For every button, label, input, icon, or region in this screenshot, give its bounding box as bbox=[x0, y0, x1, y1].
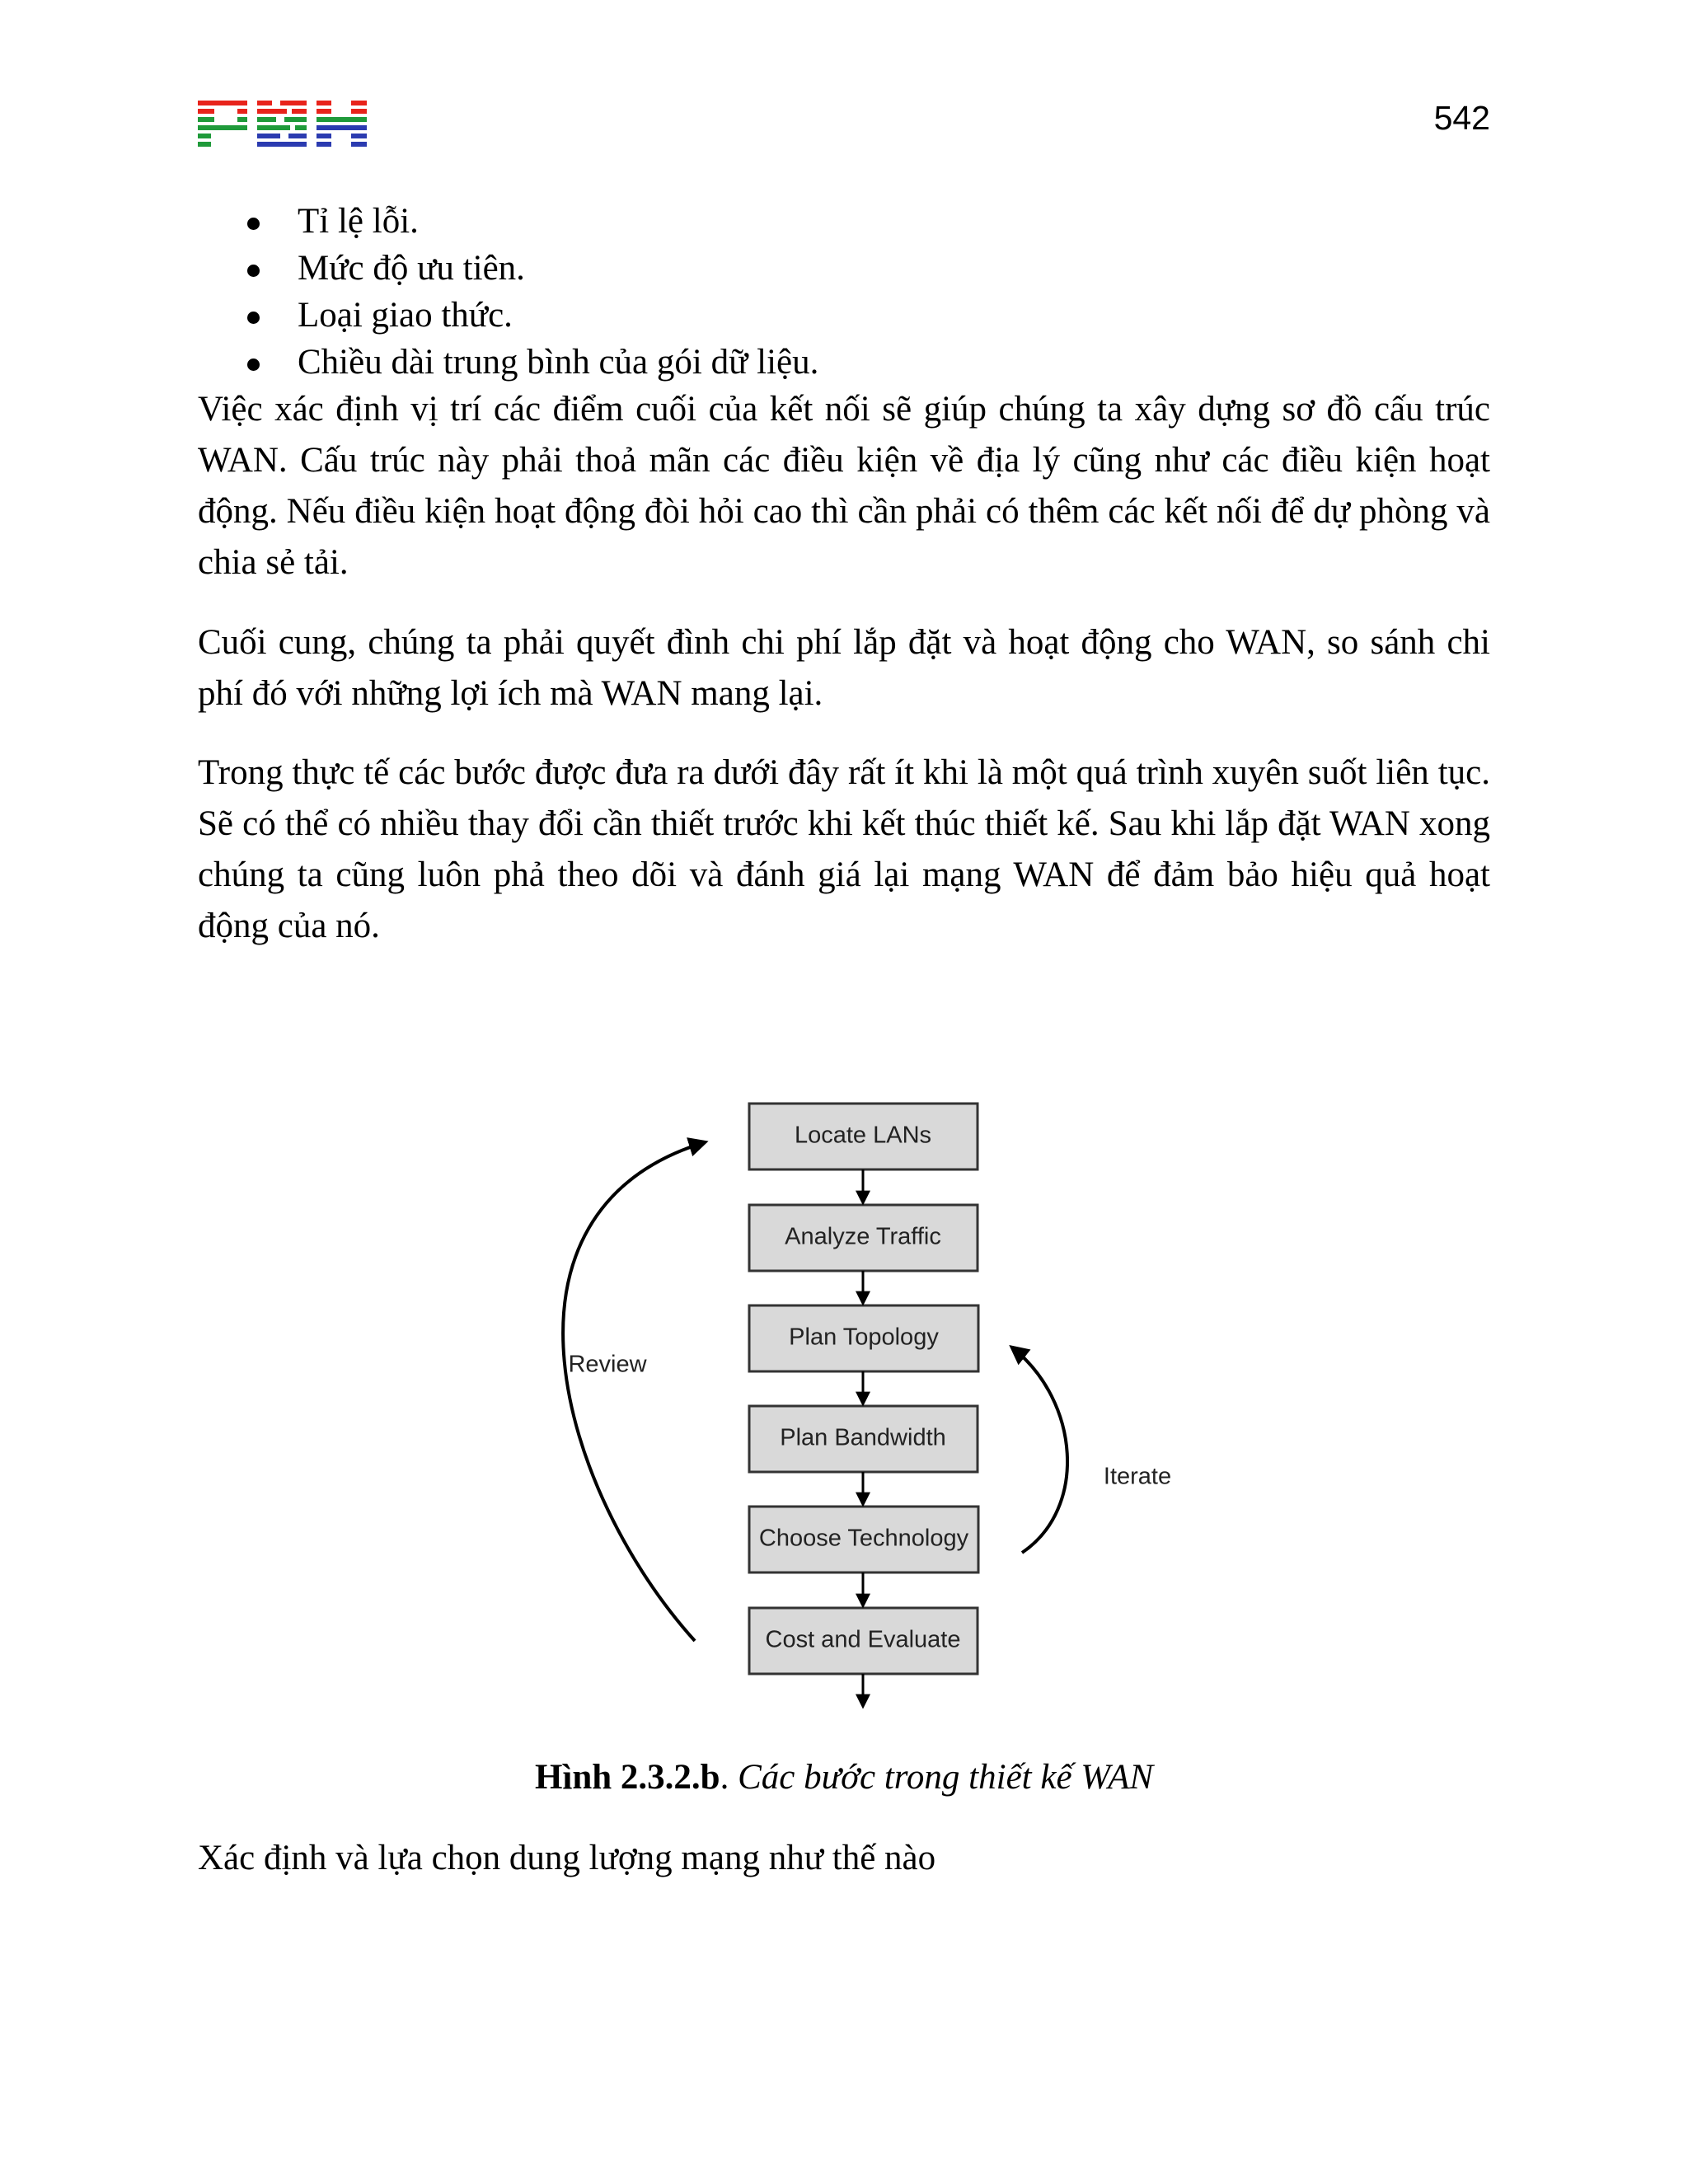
step-box-locate-lans bbox=[749, 1104, 978, 1169]
iterate-label: Iterate bbox=[1103, 1463, 1172, 1490]
figure-caption bbox=[0, 1753, 1688, 1802]
step-label: Analyze Traffic bbox=[785, 1223, 941, 1250]
step-label: Plan Topology bbox=[789, 1324, 939, 1351]
logo-letter-p bbox=[198, 101, 247, 147]
publisher-logo bbox=[198, 101, 367, 148]
bullet-list bbox=[198, 198, 1490, 386]
list-item-text: Tỉ lệ lỗi. bbox=[298, 202, 419, 241]
list-item bbox=[198, 339, 1490, 386]
list-item bbox=[198, 198, 1490, 245]
iterate-arrow-icon bbox=[1012, 1347, 1067, 1553]
step-label: Choose Technology bbox=[758, 1525, 969, 1552]
page-number: 542 bbox=[1433, 99, 1490, 137]
step-label: Plan Bandwidth bbox=[780, 1424, 946, 1451]
review-label: Review bbox=[568, 1351, 647, 1378]
step-box-cost-and-evaluate bbox=[749, 1608, 978, 1674]
step-box-plan-bandwidth bbox=[749, 1406, 978, 1472]
bullet-icon bbox=[247, 218, 260, 230]
step-box-analyze-traffic bbox=[749, 1205, 978, 1271]
bullet-icon bbox=[247, 265, 260, 277]
logo-letter-h bbox=[316, 101, 367, 147]
step-label: Cost and Evaluate bbox=[765, 1626, 961, 1653]
step-box-choose-technology bbox=[749, 1507, 978, 1572]
wan-design-flow-diagram bbox=[495, 1080, 1220, 1714]
paragraph-cost: Cuối cung, chúng ta phải quyết đình chi phí lắp đặt và hoạt động cho WAN, so sánh chi phí đó với những lợi ích mà WAN mang lại. bbox=[198, 623, 1490, 713]
bullet-icon bbox=[247, 312, 260, 324]
list-item-text: Mức độ ưu tiên. bbox=[298, 249, 525, 288]
paragraph-endpoints: Việc xác định vị trí các điểm cuối của kết nối sẽ giúp chúng ta xây dựng sơ đồ cấu trúc WAN. Cấu trúc này phải thoả mãn các điều kiện về địa lý cũng như các điều kiện hoạt động. Nếu điều kiện hoạt động đòi hỏi cao thì cần phải có thêm các kết nối để dự phòng và chia sẻ tải. bbox=[198, 390, 1490, 582]
logo-letter-n bbox=[257, 101, 307, 147]
caption-separator: . bbox=[720, 1758, 738, 1797]
caption-text: Các bước trong thiết kế WAN bbox=[738, 1758, 1154, 1797]
list-item-text: Chiều dài trung bình của gói dữ liệu. bbox=[298, 343, 819, 382]
step-box-plan-topology bbox=[749, 1305, 978, 1371]
step-label: Locate LANs bbox=[794, 1122, 932, 1149]
bullet-icon bbox=[247, 359, 260, 371]
paragraph-process: Trong thực tế các bước được đưa ra dưới đây rất ít khi là một quá trình xuyên suốt liên tục. Sẽ có thể có nhiều thay đổi cần thiết trước khi kết thúc thiết kế. Sau khi lắp đặt WAN xong chúng ta cũng luôn phả theo dõi và đánh giá lại mạng WAN để đảm bảo hiệu quả hoạt động của nó. bbox=[198, 753, 1490, 945]
review-arrow-icon bbox=[563, 1142, 705, 1641]
caption-label: Hình 2.3.2.b bbox=[534, 1758, 720, 1797]
list-item bbox=[198, 292, 1490, 339]
list-item-text: Loại giao thức. bbox=[298, 296, 513, 335]
list-item bbox=[198, 245, 1490, 292]
paragraph-capacity: Xác định và lựa chọn dung lượng mạng như thế nào bbox=[198, 1839, 936, 1877]
